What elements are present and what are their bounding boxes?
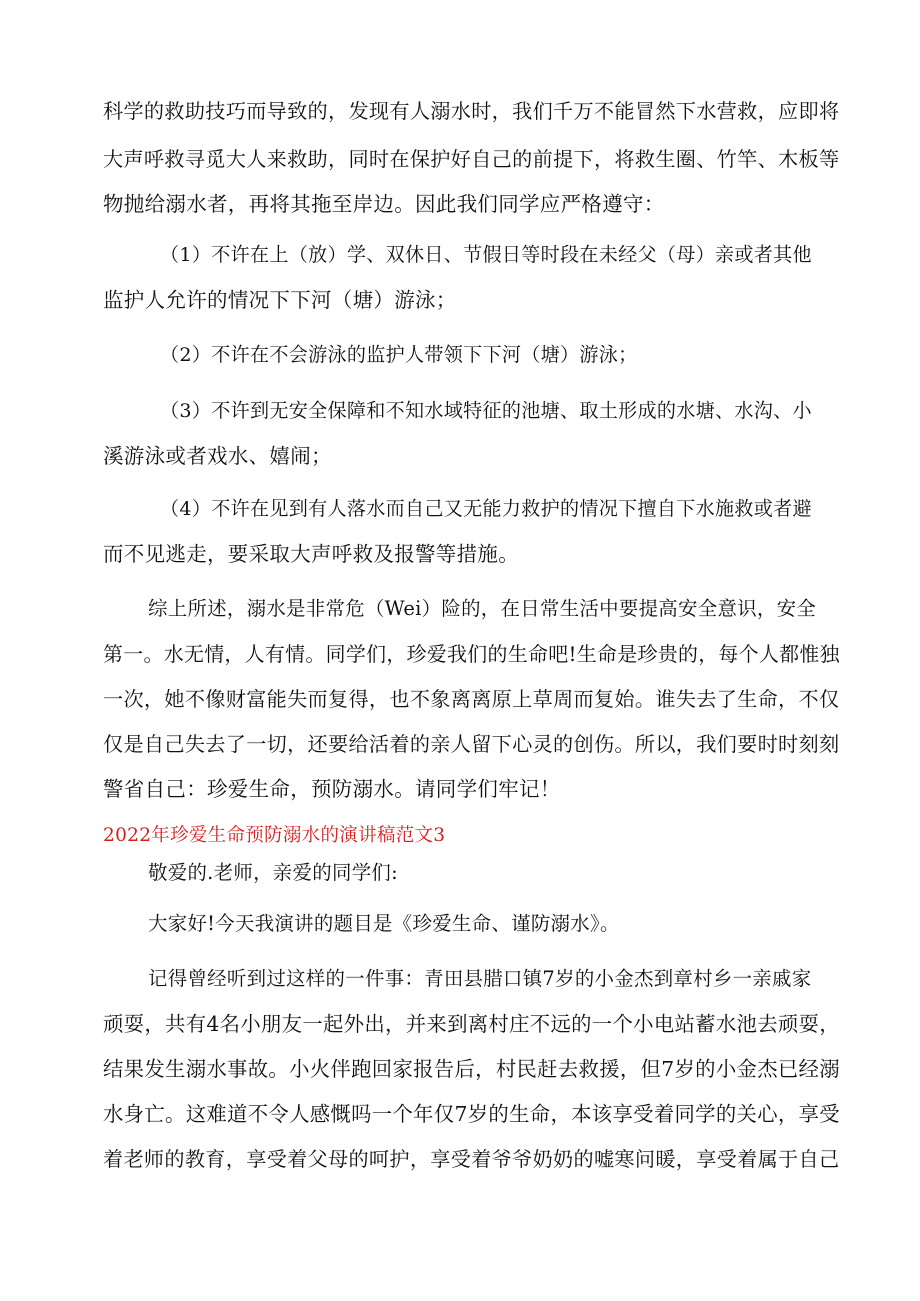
greeting-line: 敬爱的.老师，亲爱的同学们:: [148, 861, 398, 884]
rule-item-3: （3）不许到无安全保障和不知水域特征的池塘、取土形成的水塘、水沟、小: [160, 399, 812, 422]
paragraph-line: 一次，她不像财富能失而复得，也不象离离原上草周而复始。谁失去了生命，不仅: [103, 687, 840, 711]
paragraph-line: 仅是自己失去了一切，还要给活着的亲人留下心灵的创伤。所以，我们要时时刻刻: [103, 732, 840, 756]
paragraph-line: 物抛给溺水者，再将其拖至岸边。因此我们同学应严格遵守：: [103, 192, 665, 216]
section-heading: 2022年珍爱生命预防溺水的演讲稿范文3: [103, 825, 446, 846]
paragraph-line: 而不见逃走，要采取大声呼救及报警等措施。: [103, 542, 519, 566]
paragraph-line: 水身亡。这难道不令人感慨吗一个年仅7岁的生命，本该享受着同学的关心，享受: [103, 1102, 840, 1126]
paragraph-line: 大声呼救寻觅大人来救助，同时在保护好自己的前提下，将救生圈、竹竿、木板等: [103, 147, 840, 171]
paragraph-line: 顽耍，共有4名小朋友一起外出，并来到离村庄不远的一个小电站蓄水池去顽耍，: [103, 1012, 840, 1036]
rule-item-4: （4）不许在见到有人落水而自己又无能力救护的情况下擅自下水施救或者避: [160, 497, 812, 520]
paragraph-line: 记得曾经听到过这样的一件事：青田县腊口镇7岁的小金杰到章村乡一亲戚家: [148, 967, 812, 990]
paragraph-line: 监护人允许的情况下下河（塘）游泳；: [103, 288, 457, 312]
paragraph-line: 综上所述，溺水是非常危（Wei）险的，在日常生活中要提高安全意识，安全: [148, 597, 817, 620]
paragraph-line: 科学的救助技巧而导致的，发现有人溺水时，我们千万不能冒然下水营救，应即将: [103, 99, 840, 123]
paragraph-line: 溪游泳或者戏水、嬉闹；: [103, 444, 332, 468]
rule-item-1: （1）不许在上（放）学、双休日、节假日等时段在未经父（母）亲或者其他: [160, 243, 812, 266]
paragraph-line: 警省自己：珍爱生命，预防溺水。请同学们牢记！: [103, 777, 561, 801]
paragraph-line: 大家好!今天我演讲的题目是《珍爱生命、谨防溺水》。: [148, 912, 620, 935]
paragraph-line: 结果发生溺水事故。小火伴跑回家报告后，村民赶去救援，但7岁的小金杰已经溺: [103, 1057, 840, 1081]
paragraph-line: 着老师的教育，享受着父母的呵护，享受着爷爷奶奶的嘘寒问暖，享受着属于自己: [103, 1147, 840, 1171]
rule-item-2: （2）不许在不会游泳的监护人带领下下河（塘）游泳；: [160, 343, 638, 366]
paragraph-line: 第一。水无情，人有情。同学们，珍爱我们的生命吧!生命是珍贵的，每个人都惟独: [103, 642, 840, 666]
